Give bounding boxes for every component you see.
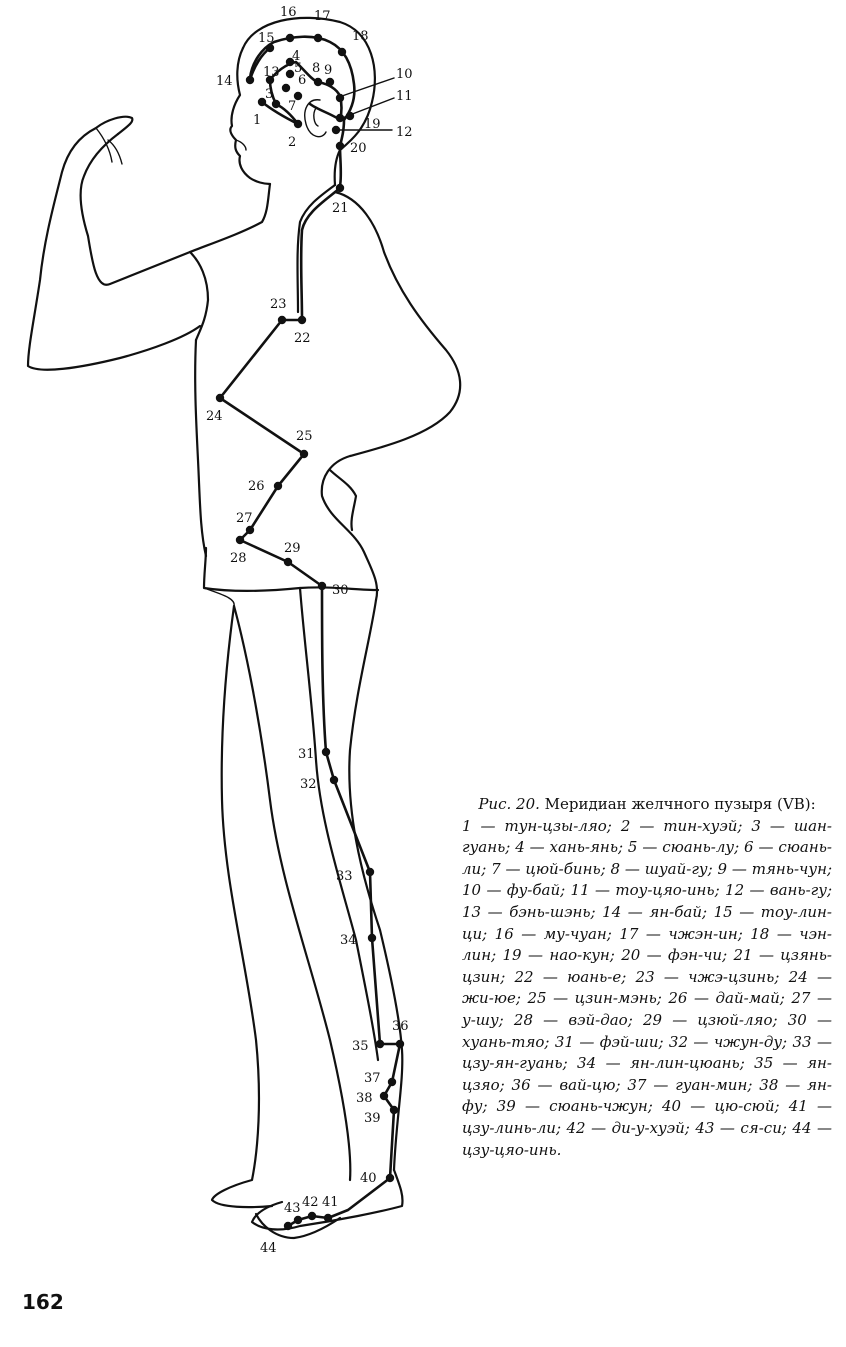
label-12: 12 — [396, 125, 413, 140]
point-38 — [380, 1092, 388, 1100]
label-40: 40 — [360, 1171, 377, 1186]
body-outline — [28, 18, 460, 1238]
label-27: 27 — [236, 511, 253, 526]
label-23: 23 — [270, 297, 287, 312]
point-25 — [300, 450, 308, 458]
label-30: 30 — [332, 583, 349, 598]
label-42: 42 — [302, 1195, 319, 1210]
label-19: 19 — [364, 117, 381, 132]
caption-title-line — [462, 794, 832, 816]
point-16 — [286, 34, 294, 42]
label-18: 18 — [352, 29, 369, 44]
point-5 — [286, 70, 294, 78]
label-14: 14 — [216, 74, 233, 89]
point-8 — [314, 78, 322, 86]
point-28 — [236, 536, 244, 544]
label-26: 26 — [248, 479, 265, 494]
label-34: 34 — [340, 933, 357, 948]
point-30 — [318, 582, 326, 590]
label-10: 10 — [396, 67, 413, 82]
label-8: 8 — [312, 61, 321, 76]
point-43 — [294, 1216, 302, 1224]
point-27 — [246, 526, 254, 534]
point-labels — [206, 5, 413, 1256]
label-31: 31 — [298, 747, 315, 762]
label-13: 13 — [263, 65, 280, 80]
label-21: 21 — [332, 201, 349, 216]
label-1: 1 — [253, 113, 262, 128]
point-37 — [388, 1078, 396, 1086]
point-18 — [338, 48, 346, 56]
point-14 — [246, 76, 254, 84]
label-3: 3 — [265, 87, 274, 102]
label-16: 16 — [280, 5, 297, 20]
label-37: 37 — [364, 1071, 381, 1086]
label-43: 43 — [284, 1201, 301, 1216]
figure-label: Рис. 20. — [478, 795, 540, 813]
point-26 — [274, 482, 282, 490]
meridian-line — [220, 37, 400, 1226]
point-21 — [336, 184, 344, 192]
point-22 — [298, 316, 306, 324]
point-41 — [324, 1214, 332, 1222]
label-41: 41 — [322, 1195, 339, 1210]
label-17: 17 — [314, 9, 331, 24]
point-42 — [308, 1212, 316, 1220]
point-24 — [216, 394, 224, 402]
point-33 — [366, 868, 374, 876]
label-36: 36 — [392, 1019, 409, 1034]
label-11: 11 — [396, 89, 413, 104]
label-5: 5 — [294, 61, 303, 76]
label-9: 9 — [324, 63, 333, 78]
point-39 — [390, 1106, 398, 1114]
label-7: 7 — [288, 99, 297, 114]
caption-point-list: 1 — тун-цзы-ляо; 2 — тин-хуэй; 3 — шан-гуань; 4 — хань-янь; 5 — сюань-лу; 6 — сюань-ли; 7 — цюй-бинь; 8 — шуай-гу; 9 — тянь-чун; 10 — фу-бай; 11 — тоу-цяо-инь; 12 — вань-гу; 13 — бэнь-шэнь; 14 — ян-бай; 15 — тоу-лин-ци; 16 — му-чуан; 17 — чжэн-ин; 18 — чэн-лин; 19 — нао-кун; 20 — фэн-чи; 21 — цзянь-цзин; 22 — юань-е; 23 — чжэ-цзинь; 24 — жи-юе; 25 — цзин-мэнь; 26 — дай-май; 27 — у-шу; 28 — вэй-дао; 29 — цзюй-ляо; 30 — хуань-тяо; 31 — фэй-ши; 32 — чжун-ду; 33 — цзу-ян-гуань; 34 — ян-лин-цюань; 35 — ян-цзяо; 36 — вай-цю; 37 — гуан-мин; 38 — ян-фу; 39 — сюань-чжун; 40 — цю-сюй; 41 — цзу-линь-ли; 42 — ди-у-хуэй; 43 — ся-си; 44 — цзу-цяо-инь. — [462, 816, 832, 1159]
label-44: 44 — [260, 1241, 277, 1256]
point-2 — [294, 120, 302, 128]
point-35 — [376, 1040, 384, 1048]
label-4: 4 — [292, 49, 301, 64]
caption-title: Меридиан желчного пузыря (VB): — [544, 795, 816, 813]
point-17 — [314, 34, 322, 42]
point-7 — [282, 84, 290, 92]
label-33: 33 — [336, 869, 353, 884]
point-40 — [386, 1174, 394, 1182]
label-29: 29 — [284, 541, 301, 556]
point-36 — [396, 1040, 404, 1048]
label-20: 20 — [350, 141, 367, 156]
point-23 — [278, 316, 286, 324]
label-39: 39 — [364, 1111, 381, 1126]
point-44 — [284, 1222, 292, 1230]
point-32 — [330, 776, 338, 784]
point-20 — [336, 142, 344, 150]
page-number: 162 — [22, 1290, 64, 1314]
figure-caption — [462, 794, 832, 1161]
label-35: 35 — [352, 1039, 369, 1054]
label-24: 24 — [206, 409, 223, 424]
point-29 — [284, 558, 292, 566]
point-9 — [326, 78, 334, 86]
label-28: 28 — [230, 551, 247, 566]
label-15: 15 — [258, 31, 275, 46]
point-34 — [368, 934, 376, 942]
label-6: 6 — [298, 73, 307, 88]
label-2: 2 — [288, 135, 297, 150]
point-31 — [322, 748, 330, 756]
label-22: 22 — [294, 331, 311, 346]
label-32: 32 — [300, 777, 317, 792]
label-38: 38 — [356, 1091, 373, 1106]
label-25: 25 — [296, 429, 313, 444]
